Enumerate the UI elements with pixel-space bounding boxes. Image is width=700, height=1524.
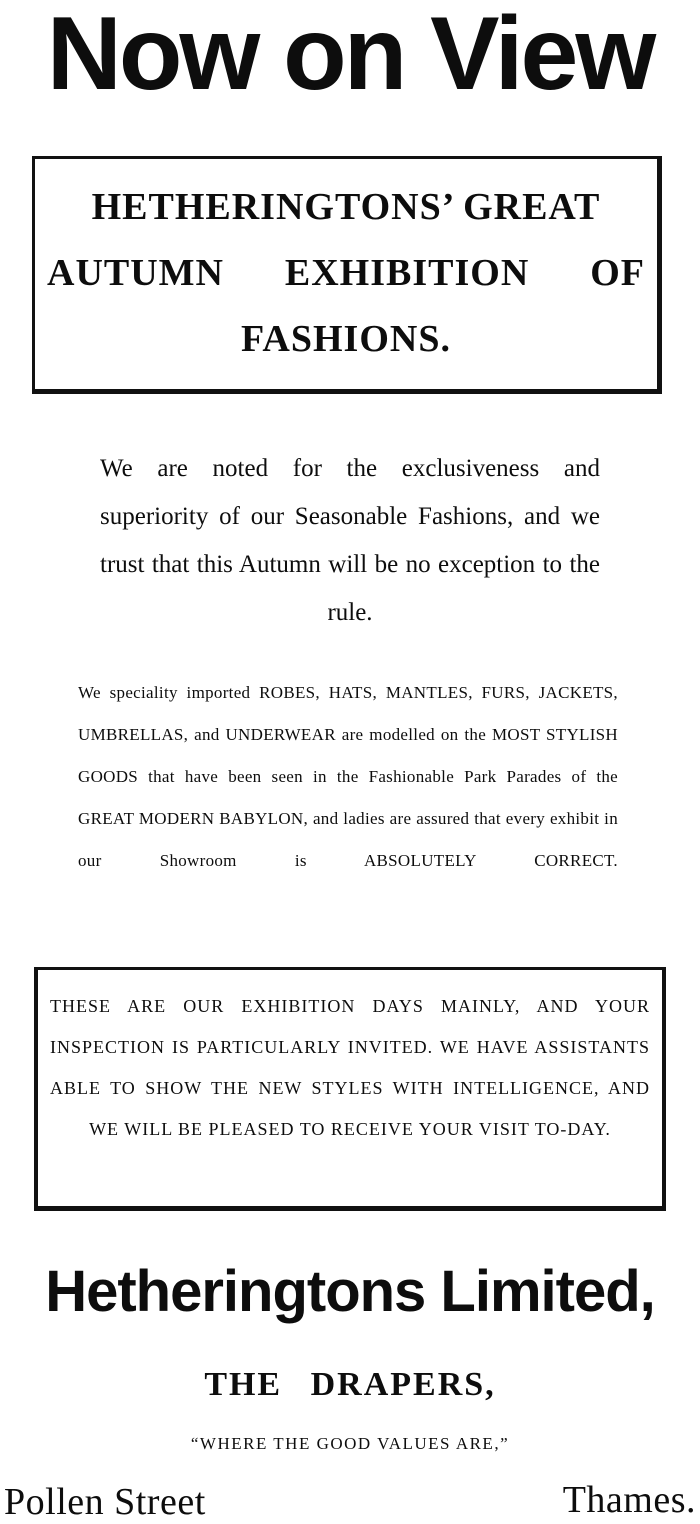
headline: Now on View bbox=[46, 0, 654, 112]
address-town: Thames. bbox=[562, 1479, 696, 1521]
exhibition-title-line-3: FASHIONS. bbox=[241, 318, 451, 360]
company-name: Hetheringtons Limited, bbox=[45, 1259, 655, 1324]
exhibition-title-line-1: HETHERINGTONS’ GREAT bbox=[91, 186, 601, 228]
body-paragraph: We speciality imported ROBES, HATS, MANTLES, FURS, JACKETS, UMBRELLAS, and UNDERWEAR are modelled on the MOST STYLISH GOODS that have been seen in the Fashionable Park Parades of the GREAT MODERN BABYLON, and ladies are assured that every exhibit in our Showroom is ABSOLUTELY CORRECT. bbox=[78, 683, 618, 870]
intro-paragraph: We are noted for the exclusiveness and superiority of our Seasonable Fashions, and we trust that this Autumn will be no exception to the rule. bbox=[100, 455, 600, 626]
exhibition-word-of: OF bbox=[590, 252, 645, 294]
slogan: “WHERE THE GOOD VALUES ARE,” bbox=[190, 1434, 510, 1453]
exhibition-word-exhibition: EXHIBITION bbox=[284, 252, 530, 294]
exhibition-title-box bbox=[32, 156, 662, 394]
exhibition-title-line-2 bbox=[47, 251, 645, 295]
address-street: Pollen Street bbox=[4, 1481, 206, 1523]
invitation-paragraph: THESE ARE OUR EXHIBITION DAYS MAINLY, AND YOUR INSPECTION IS PARTICULARLY INVITED. WE HAVE ASSISTANTS ABLE TO SHOW THE NEW STYLES WITH INTELLIGENCE, AND WE WILL BE PLEASED TO RECEIVE YOUR VISIT TO-DAY. bbox=[50, 996, 650, 1139]
company-subtitle: THE DRAPERS, bbox=[204, 1366, 496, 1403]
exhibition-word-autumn: AUTUMN bbox=[47, 252, 224, 294]
invitation-box bbox=[34, 967, 666, 1211]
